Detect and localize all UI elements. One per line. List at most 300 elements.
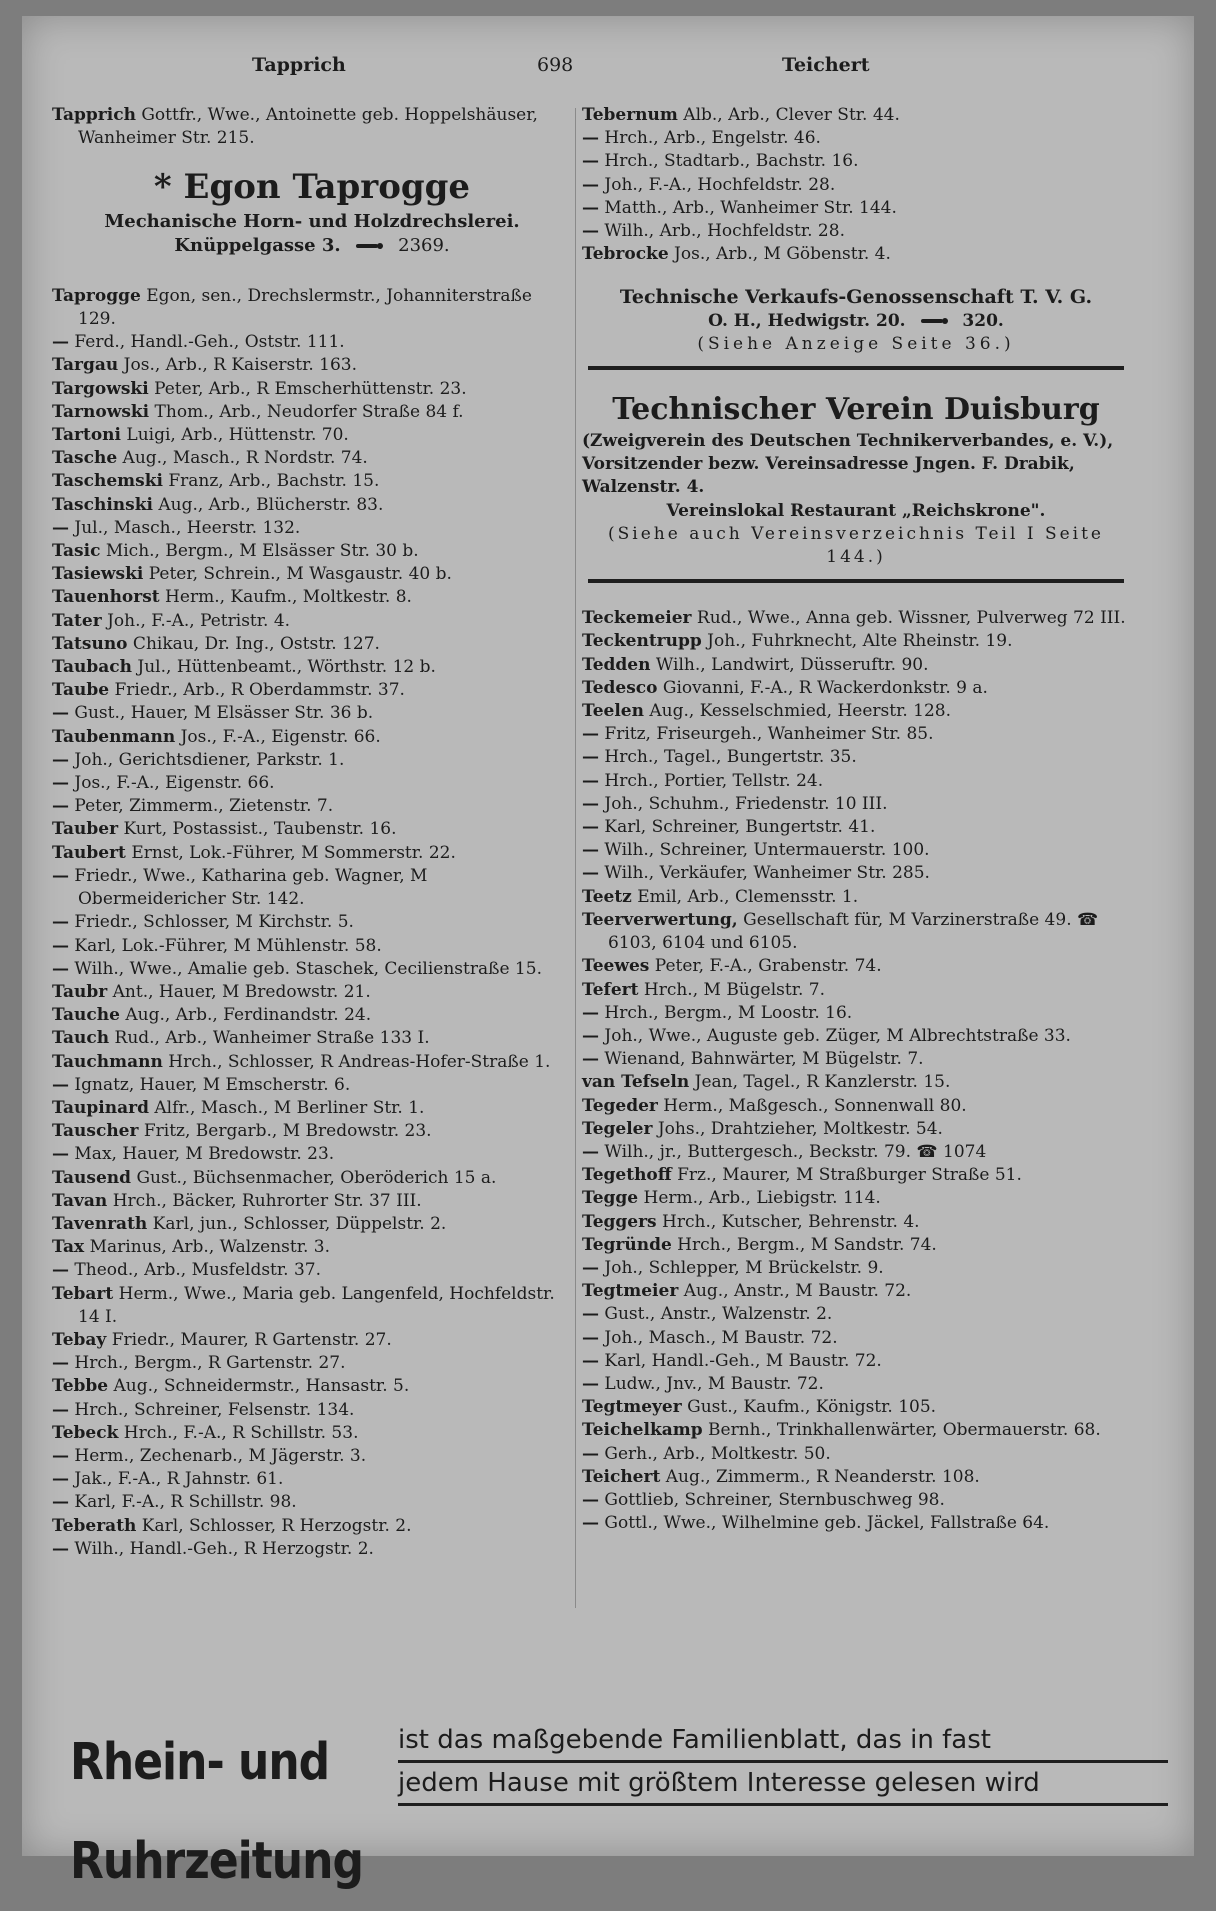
entry-surname: Tax (52, 1237, 85, 1258)
ad-tvg-title: Technische Verkaufs-Genossenschaft T. V. G. (619, 286, 1093, 309)
entry-surname: Teberath (52, 1515, 137, 1536)
entry-details: Jos., Arb., M Göbenstr. 4. (668, 244, 891, 265)
page-number: 698 (537, 54, 574, 76)
entry-surname: Targau (52, 355, 119, 376)
directory-entry (582, 1164, 1130, 1187)
ad-taprogge-title: * Egon Taprogge (153, 167, 471, 208)
directory-entry (52, 1352, 572, 1375)
entry-surname: — (52, 958, 69, 979)
directory-entry (582, 1257, 1130, 1280)
entry-surname: Taschinski (52, 494, 153, 515)
directory-entry (52, 656, 572, 679)
entry-details: Hrch., Stadtarb., Bachstr. 16. (599, 151, 859, 172)
ad-verein-line1: (Zweigverein des Deutschen Technikerverbandes, e. V.), Vorsitzender bezw. Vereinsadresse Jngen. F. Drabik, Walzenstr. 4. (582, 431, 1114, 498)
directory-entry (52, 1004, 572, 1027)
directory-entry (582, 1512, 1130, 1535)
entry-details: Gust., Büchsenmacher, Oberöderich 15 a. (131, 1167, 497, 1188)
entry-details: Gottlieb, Schreiner, Sternbuschweg 98. (599, 1489, 945, 1510)
directory-entry (52, 586, 572, 609)
entry-details: Joh., F.-A., Hochfeldstr. 28. (599, 174, 836, 195)
entry-details: Hrch., Schreiner, Felsenstr. 134. (69, 1399, 355, 1420)
entry-details: Jos., F.-A., Eigenstr. 66. (69, 773, 275, 794)
directory-entry (582, 1234, 1130, 1257)
directory-entry (582, 1280, 1130, 1303)
entry-details: Hrch., Bäcker, Ruhrorter Str. 37 III. (107, 1190, 422, 1211)
entry-surname: van Tefseln (582, 1072, 690, 1093)
footer-advertisement (62, 1720, 1172, 1891)
ad-taprogge-phone: 2369. (398, 234, 450, 256)
directory-entry (52, 1283, 572, 1329)
telephone-icon (919, 316, 949, 326)
entry-details: Gottfr., Wwe., Antoinette geb. Hoppelshäuser, Wanheimer Str. 215. (78, 105, 538, 149)
entry-surname: — (582, 1257, 599, 1278)
entry-details: Friedr., Maurer, R Gartenstr. 27. (106, 1329, 392, 1350)
page-header (22, 54, 1194, 88)
entry-surname: — (52, 1445, 69, 1466)
entry-details: Aug., Schneidermstr., Hansastr. 5. (108, 1376, 410, 1397)
entry-details: Rud., Arb., Wanheimer Straße 133 I. (109, 1028, 430, 1049)
entry-details: Hrch., Kutscher, Behrenstr. 4. (656, 1211, 920, 1232)
directory-entry (582, 886, 1130, 909)
entry-surname: — (582, 793, 599, 814)
entry-details: Kurt, Postassist., Taubenstr. 16. (118, 819, 397, 840)
directory-entry (582, 174, 1130, 197)
entry-surname: Teerverwertung, (582, 909, 738, 930)
directory-entry (582, 1396, 1130, 1419)
entry-surname: Tater (52, 610, 102, 631)
entry-details: Friedr., Arb., R Oberdammstr. 37. (109, 680, 405, 701)
entry-details: Joh., Gerichtsdiener, Parkstr. 1. (69, 749, 345, 770)
directory-entry (52, 494, 572, 517)
entry-surname: — (582, 770, 599, 791)
entry-details: Jul., Hüttenbeamt., Wörthstr. 12 b. (132, 657, 436, 678)
entry-surname: Tebbe (52, 1376, 109, 1397)
directory-entry (582, 1095, 1130, 1118)
ad-tvg-address: O. H., Hedwigstr. 20. (708, 310, 906, 331)
entry-details: Aug., Masch., R Nordstr. 74. (117, 448, 368, 469)
entry-details: Karl, F.-A., R Schillstr. 98. (69, 1492, 297, 1513)
right-entries (582, 607, 1130, 1535)
entry-surname: Teichert (582, 1466, 661, 1487)
ad-tvg-contact (582, 310, 1130, 333)
directory-entry (582, 1419, 1130, 1442)
directory-entry (52, 378, 572, 401)
left-column (52, 104, 572, 1561)
directory-entry (52, 1538, 572, 1561)
ad-tvg-note: (Siehe Anzeige Seite 36.) (697, 333, 1015, 354)
entry-details: Franz, Arb., Bachstr. 15. (162, 471, 380, 492)
entry-details: Ernst, Lok.-Führer, M Sommerstr. 22. (125, 842, 456, 863)
entry-surname: — (52, 773, 69, 794)
left-top-entries (52, 104, 572, 150)
entry-details: Ludw., Jnv., M Baustr. 72. (599, 1373, 824, 1394)
entry-surname: — (582, 128, 599, 149)
entry-details: Jos., Arb., R Kaiserstr. 163. (118, 355, 358, 376)
directory-entry (582, 607, 1130, 630)
entry-surname: Tegründe (582, 1234, 672, 1255)
ad-taprogge-contact (52, 234, 572, 257)
entry-surname: — (582, 840, 599, 861)
entry-surname: Taubenmann (52, 726, 176, 747)
entry-details: Hrch., F.-A., R Schillstr. 53. (118, 1422, 359, 1443)
entry-surname: — (582, 1443, 599, 1464)
entry-surname: Tasic (52, 541, 101, 562)
entry-surname: Teggers (582, 1211, 657, 1232)
directory-entry (582, 816, 1130, 839)
entry-details: Ferd., Handl.-Geh., Oststr. 111. (69, 332, 345, 353)
entry-surname: Tegtmeier (582, 1281, 679, 1302)
directory-entry (52, 563, 572, 586)
directory-entry (52, 1422, 572, 1445)
entry-details: Luigi, Arb., Hüttenstr. 70. (121, 425, 349, 446)
directory-entry (52, 1074, 572, 1097)
header-right-keyword: Teichert (782, 54, 870, 76)
entry-details: Alfr., Masch., M Berliner Str. 1. (148, 1097, 425, 1118)
directory-entry (52, 1213, 572, 1236)
entry-details: Aug., Arb., Ferdinandstr. 24. (119, 1005, 372, 1026)
directory-entry (52, 1375, 572, 1398)
entry-surname: Taubach (52, 657, 133, 678)
entry-details: Wilh., Arb., Hochfeldstr. 28. (599, 221, 845, 242)
entry-details: Rud., Wwe., Anna geb. Wissner, Pulverweg 72 III. (691, 608, 1126, 629)
directory-entry (52, 1445, 572, 1468)
entry-surname: Teewes (582, 956, 650, 977)
entry-details: Giovanni, F.-A., R Wackerdonkstr. 9 a. (657, 677, 988, 698)
directory-entry (52, 633, 572, 656)
entry-details: Joh., Schlepper, M Brückelstr. 9. (599, 1257, 884, 1278)
entry-details: Gust., Anstr., Walzenstr. 2. (599, 1304, 833, 1325)
directory-entry (582, 793, 1130, 816)
directory-entry (52, 1329, 572, 1352)
entry-surname: Tauenhorst (52, 587, 160, 608)
entry-surname: — (582, 863, 599, 884)
entry-details: Wilh., Schreiner, Untermauerstr. 100. (599, 840, 930, 861)
column-divider (575, 108, 576, 1608)
entry-details: Joh., Wwe., Auguste geb. Züger, M Albrechtstraße 33. (599, 1025, 1071, 1046)
directory-entry (582, 770, 1130, 793)
directory-entry (52, 1491, 572, 1514)
entry-details: Herm., Kaufm., Moltkestr. 8. (159, 587, 412, 608)
entry-details: Wilh., Handl.-Geh., R Herzogstr. 2. (69, 1538, 374, 1559)
entry-details: Hrch., Portier, Tellstr. 24. (599, 770, 824, 791)
directory-entry (582, 1048, 1130, 1071)
directory-entry (582, 700, 1130, 723)
entry-details: Karl, Handl.-Geh., M Baustr. 72. (599, 1350, 882, 1371)
entry-details: Aug., Kesselschmied, Heerstr. 128. (643, 701, 951, 722)
right-top-entries (582, 104, 1130, 266)
entry-surname: Tauchmann (52, 1051, 163, 1072)
directory-entry (52, 679, 572, 702)
entry-details: Mich., Bergm., M Elsässer Str. 30 b. (100, 541, 419, 562)
entry-surname: Tegeder (582, 1095, 658, 1116)
directory-entry (582, 862, 1130, 885)
entry-details: Karl, Lok.-Führer, M Mühlenstr. 58. (69, 935, 382, 956)
entry-details: Frz., Maurer, M Straßburger Straße 51. (671, 1165, 1022, 1186)
entry-surname: — (52, 1469, 69, 1490)
directory-entry (582, 630, 1130, 653)
entry-surname: — (582, 1025, 599, 1046)
entry-details: Peter, Zimmerm., Zietenstr. 7. (69, 796, 334, 817)
entry-details: Herm., Zechenarb., M Jägerstr. 3. (69, 1445, 367, 1466)
entry-details: Joh., Schuhm., Friedenstr. 10 III. (599, 793, 888, 814)
entry-details: Gesellschaft für, M Varzinerstraße 49. ☎ 6103, 6104 und 6105. (608, 909, 1099, 954)
entry-surname: Taubr (52, 981, 108, 1002)
directory-entry (52, 958, 572, 981)
entry-details: Marinus, Arb., Walzenstr. 3. (84, 1237, 330, 1258)
entry-details: Jean, Tagel., R Kanzlerstr. 15. (689, 1072, 951, 1093)
directory-entry (582, 909, 1130, 955)
entry-surname: — (52, 1353, 69, 1374)
directory-entry (52, 1190, 572, 1213)
entry-details: Gottl., Wwe., Wilhelmine geb. Jäckel, Fallstraße 64. (599, 1513, 1050, 1534)
entry-surname: — (52, 1538, 69, 1559)
directory-entry (52, 1097, 572, 1120)
directory-entry (52, 726, 572, 749)
ad-tvg-phone: 320. (962, 310, 1004, 331)
entry-surname: — (582, 1304, 599, 1325)
entry-surname: Teckemeier (582, 608, 692, 629)
directory-entry (582, 1466, 1130, 1489)
entry-surname: Tavan (52, 1190, 108, 1211)
entry-surname: Tegge (582, 1188, 639, 1209)
directory-entry (52, 424, 572, 447)
directory-entry (52, 447, 572, 470)
entry-surname: Tarnowski (52, 401, 150, 422)
directory-entry (52, 401, 572, 424)
ad-technischer-verein (582, 390, 1130, 569)
directory-entry (582, 1187, 1130, 1210)
directory-page (22, 16, 1194, 1891)
ad-tvg (582, 286, 1130, 356)
entry-surname: Tapprich (52, 105, 136, 125)
entry-surname: Tasiewski (52, 564, 144, 585)
entry-details: Joh., Fuhrknecht, Alte Rheinstr. 19. (701, 631, 1013, 652)
entry-details: Karl, Schlosser, R Herzogstr. 2. (136, 1515, 412, 1536)
directory-entry (52, 818, 572, 841)
directory-entry (52, 517, 572, 540)
entry-surname: Teelen (582, 701, 644, 722)
entry-details: Hrch., M Bügelstr. 7. (638, 979, 825, 1000)
entry-surname: — (52, 935, 69, 956)
entry-details: Bernh., Trinkhallenwärter, Obermauerstr. 68. (702, 1420, 1101, 1441)
entry-surname: — (582, 197, 599, 218)
directory-entry (52, 795, 572, 818)
entry-details: Aug., Anstr., M Baustr. 72. (678, 1281, 912, 1302)
entry-surname: Taprogge (52, 285, 141, 306)
entry-details: Peter, Schrein., M Wasgaustr. 40 b. (143, 564, 452, 585)
directory-entry (582, 127, 1130, 150)
entry-details: Jul., Masch., Heerstr. 132. (69, 517, 301, 538)
telephone-icon (354, 241, 384, 251)
directory-entry (582, 104, 1130, 127)
entry-surname: Tebernum (582, 105, 678, 125)
left-entries (52, 285, 572, 1561)
entry-surname: — (52, 1399, 69, 1420)
directory-entry (52, 285, 572, 331)
entry-surname: Taschemski (52, 471, 163, 492)
entry-surname: — (52, 1492, 69, 1513)
entry-details: Karl, jun., Schlosser, Düppelstr. 2. (147, 1213, 447, 1234)
directory-entry (582, 1327, 1130, 1350)
directory-entry (582, 979, 1130, 1002)
entry-details: Gust., Hauer, M Elsässer Str. 36 b. (69, 703, 374, 724)
entry-details: Ant., Hauer, M Bredowstr. 21. (107, 981, 371, 1002)
entry-surname: — (582, 1141, 599, 1162)
entry-details: Emil, Arb., Clemensstr. 1. (631, 886, 859, 907)
entry-details: Gerh., Arb., Moltkestr. 50. (599, 1443, 831, 1464)
entry-details: Peter, Arb., R Emscherhüttenstr. 23. (148, 378, 467, 399)
entry-surname: — (52, 1074, 69, 1095)
entry-surname: Tauscher (52, 1121, 139, 1142)
separator-rule (588, 579, 1124, 583)
directory-entry (52, 331, 572, 354)
entry-surname: Targowski (52, 378, 149, 399)
directory-entry (52, 865, 572, 911)
entry-surname: — (582, 221, 599, 242)
directory-entry (582, 955, 1130, 978)
directory-entry (52, 1515, 572, 1538)
entry-surname: Tebeck (52, 1422, 119, 1443)
directory-entry (582, 1373, 1130, 1396)
entry-surname: — (582, 1002, 599, 1023)
directory-entry (582, 197, 1130, 220)
directory-entry (52, 610, 572, 633)
directory-entry (582, 1071, 1130, 1094)
entry-details: Gust., Kaufm., Königstr. 105. (681, 1397, 937, 1418)
entry-details: Wilh., jr., Buttergesch., Beckstr. 79. ☎ 1074 (599, 1141, 987, 1162)
entry-surname: Tauch (52, 1028, 110, 1049)
entry-surname: Tedesco (582, 677, 658, 698)
entry-details: Hrch., Bergm., M Sandstr. 74. (671, 1234, 937, 1255)
entry-details: Herm., Arb., Liebigstr. 114. (638, 1188, 881, 1209)
directory-entry (582, 654, 1130, 677)
entry-details: Wienand, Bahnwärter, M Bügelstr. 7. (599, 1049, 924, 1070)
entry-surname: — (52, 749, 69, 770)
entry-details: Wilh., Wwe., Amalie geb. Staschek, Cecilienstraße 15. (69, 958, 542, 979)
entry-surname: — (582, 174, 599, 195)
entry-surname: — (52, 912, 69, 933)
footer-slogan (398, 1720, 1168, 1806)
entry-surname: Taupinard (52, 1097, 149, 1118)
entry-details: Hrch., Schlosser, R Andreas-Hofer-Straße 1. (162, 1051, 551, 1072)
ad-verein-line2: Vereinslokal Restaurant „Reichskrone". (666, 500, 1046, 521)
entry-details: Jos., F.-A., Eigenstr. 66. (175, 726, 381, 747)
directory-entry (582, 1303, 1130, 1326)
entry-surname: — (52, 1144, 69, 1165)
entry-details: Joh., Masch., M Baustr. 72. (599, 1327, 838, 1348)
directory-entry (582, 839, 1130, 862)
entry-surname: — (582, 724, 599, 745)
entry-surname: — (52, 796, 69, 817)
directory-entry (582, 1350, 1130, 1373)
directory-entry (52, 540, 572, 563)
entry-surname: — (582, 151, 599, 172)
entry-details: Matth., Arb., Wanheimer Str. 144. (599, 197, 897, 218)
entry-surname: — (52, 517, 69, 538)
directory-entry (582, 1443, 1130, 1466)
directory-entry (52, 772, 572, 795)
entry-surname: — (582, 1489, 599, 1510)
entry-details: Alb., Arb., Clever Str. 44. (677, 105, 900, 125)
entry-details: Jak., F.-A., R Jahnstr. 61. (69, 1469, 284, 1490)
directory-entry (52, 1167, 572, 1190)
entry-surname: Tebrocke (582, 244, 669, 265)
ad-verein-title: Technischer Verein Duisburg (612, 392, 1100, 428)
directory-entry (52, 1236, 572, 1259)
entry-surname: Taube (52, 680, 110, 701)
directory-entry (52, 1468, 572, 1491)
entry-details: Herm., Wwe., Maria geb. Langenfeld, Hochfeldstr. 14 I. (78, 1283, 555, 1327)
directory-entry (52, 981, 572, 1004)
directory-entry (582, 1141, 1130, 1164)
entry-surname: — (582, 1350, 599, 1371)
entry-surname: Tegethoff (582, 1165, 672, 1186)
entry-details: Aug., Arb., Blücherstr. 83. (152, 494, 384, 515)
ad-taprogge-subtitle: Mechanische Horn- und Holzdrechslerei. (104, 211, 520, 233)
entry-details: Johs., Drahtzieher, Moltkestr. 54. (652, 1118, 943, 1139)
ad-taprogge (52, 164, 572, 256)
directory-entry (52, 1120, 572, 1143)
entry-details: Wilh., Landwirt, Düsseruftr. 90. (650, 654, 929, 675)
entry-details: Friedr., Wwe., Katharina geb. Wagner, M Obermeidericher Str. 142. (69, 865, 428, 910)
entry-surname: — (582, 1049, 599, 1070)
ad-taprogge-address: Knüppelgasse 3. (174, 234, 341, 256)
entry-details: Wilh., Verkäufer, Wanheimer Str. 285. (599, 863, 930, 884)
entry-details: Fritz, Bergarb., M Bredowstr. 23. (138, 1121, 432, 1142)
entry-surname: — (582, 1373, 599, 1394)
entry-surname: Tebart (52, 1283, 114, 1304)
entry-surname: — (52, 332, 69, 353)
entry-surname: Teichelkamp (582, 1420, 703, 1441)
entry-surname: — (582, 747, 599, 768)
entry-details: Egon, sen., Drechslermstr., Johanniterstraße 129. (78, 285, 532, 330)
directory-entry (52, 842, 572, 865)
directory-entry (52, 702, 572, 725)
footer-brand: Rhein- und Ruhrzeitung (70, 1733, 363, 1891)
directory-entry (582, 1118, 1130, 1141)
entry-surname: Tegeler (582, 1118, 653, 1139)
entry-details: Hrch., Bergm., M Loostr. 16. (599, 1002, 853, 1023)
directory-entry (52, 354, 572, 377)
entry-details: Herm., Maßgesch., Sonnenwall 80. (657, 1095, 967, 1116)
directory-entry (52, 911, 572, 934)
entry-surname: Tartoni (52, 425, 122, 446)
entry-surname: Tegtmeyer (582, 1397, 682, 1418)
entry-surname: Tausend (52, 1167, 132, 1188)
directory-entry (52, 104, 572, 150)
entry-surname: Taubert (52, 842, 126, 863)
directory-entry (582, 1002, 1130, 1025)
directory-entry (52, 1143, 572, 1166)
directory-entry (582, 677, 1130, 700)
separator-rule (588, 366, 1124, 370)
entry-surname: — (582, 817, 599, 838)
entry-surname: — (52, 703, 69, 724)
entry-details: Hrch., Tagel., Bungertstr. 35. (599, 747, 857, 768)
entry-details: Theod., Arb., Musfeldstr. 37. (69, 1260, 321, 1281)
right-column (582, 104, 1130, 1535)
entry-details: Max, Hauer, M Bredowstr. 23. (69, 1144, 335, 1165)
entry-details: Aug., Zimmerm., R Neanderstr. 108. (660, 1466, 980, 1487)
entry-surname: Tavenrath (52, 1213, 148, 1234)
entry-details: Friedr., Schlosser, M Kirchstr. 5. (69, 912, 354, 933)
directory-entry (582, 220, 1130, 243)
entry-details: Karl, Schreiner, Bungertstr. 41. (599, 817, 876, 838)
directory-entry (582, 723, 1130, 746)
directory-entry (582, 1211, 1130, 1234)
entry-details: Joh., F.-A., Petristr. 4. (101, 610, 291, 631)
directory-entry (582, 1025, 1130, 1048)
